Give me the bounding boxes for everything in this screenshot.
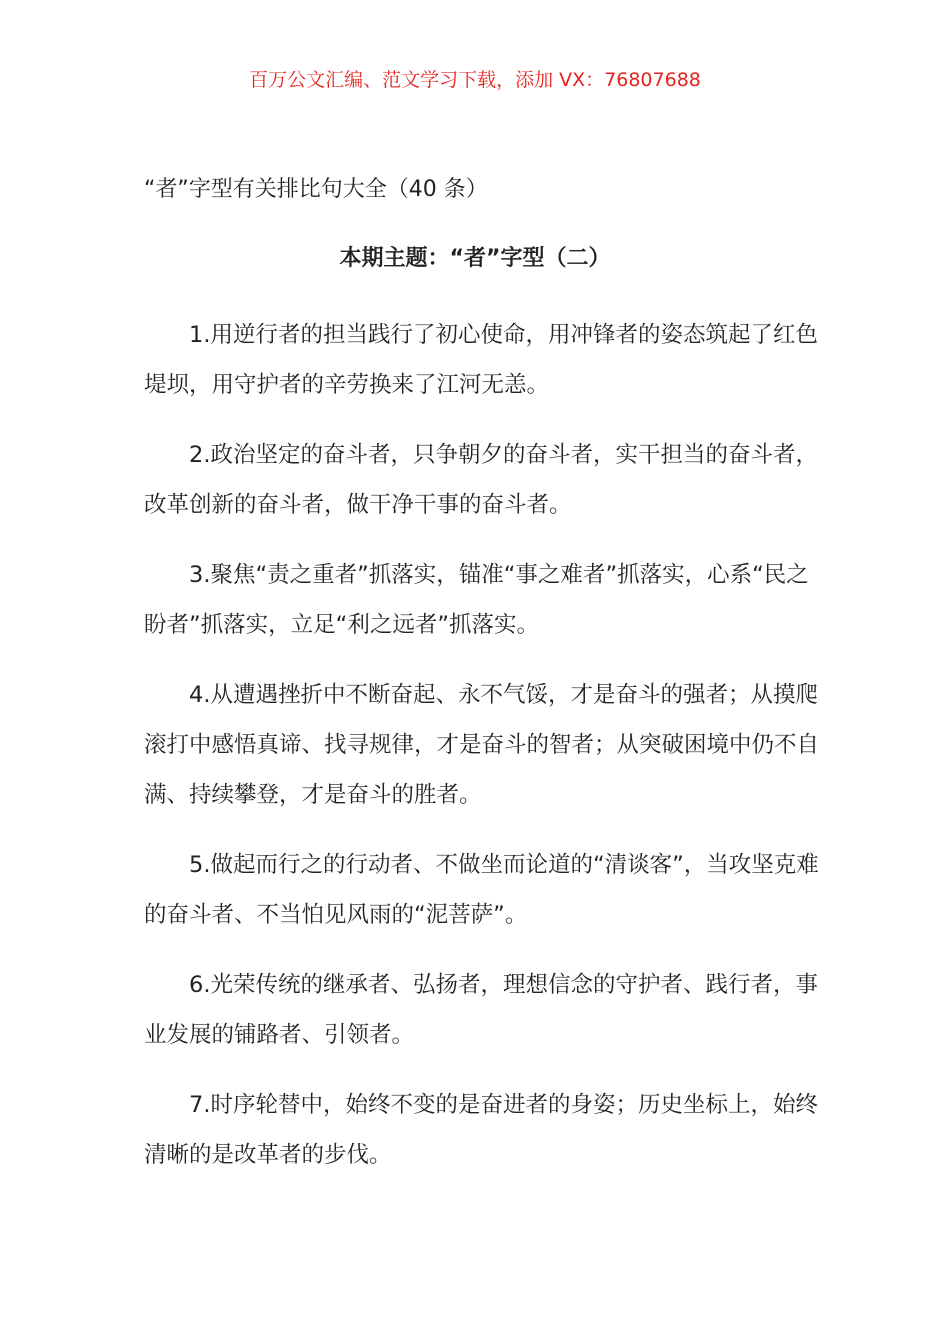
list-item: 6.光荣传统的继承者、弘扬者，理想信念的守护者、践行者，事业发展的铺路者、引领者。 bbox=[144, 972, 818, 1048]
list-item: 2.政治坚定的奋斗者，只争朝夕的奋斗者，实干担当的奋斗者，改革创新的奋斗者，做干净干事的奋斗者。 bbox=[144, 442, 818, 518]
list-item: 3.聚焦“责之重者”抓落实，锚准“事之难者”抓落实，心系“民之盼者”抓落实，立足“利之远者”抓落实。 bbox=[144, 562, 809, 638]
list-item: 4.从遭遇挫折中不断奋起、永不气馁，才是奋斗的强者；从摸爬滚打中感悟真谛、找寻规律，才是奋斗的智者；从突破困境中仍不自满、持续攀登，才是奋斗的胜者。 bbox=[144, 682, 820, 808]
header-banner: 百万公文汇编、范文学习下载，添加 VX：76807688 bbox=[249, 69, 701, 91]
list-item: 5.做起而行之的行动者、不做坐而论道的“清谈客”，当攻坚克难的奋斗者、不当怕见风雨的“泥菩萨”。 bbox=[144, 852, 819, 928]
document-title: “者”字型有关排比句大全（40 条） bbox=[144, 177, 488, 202]
list-item: 1.用逆行者的担当践行了初心使命，用冲锋者的姿态筑起了红色堤坝，用守护者的辛劳换来了江河无恙。 bbox=[144, 322, 818, 398]
sentence-list bbox=[144, 310, 828, 1200]
section-theme-heading: 本期主题：“者”字型（二） bbox=[339, 246, 611, 271]
list-item: 7.时序轮替中，始终不变的是奋进者的身姿；历史坐标上，始终清晰的是改革者的步伐。 bbox=[144, 1092, 818, 1168]
